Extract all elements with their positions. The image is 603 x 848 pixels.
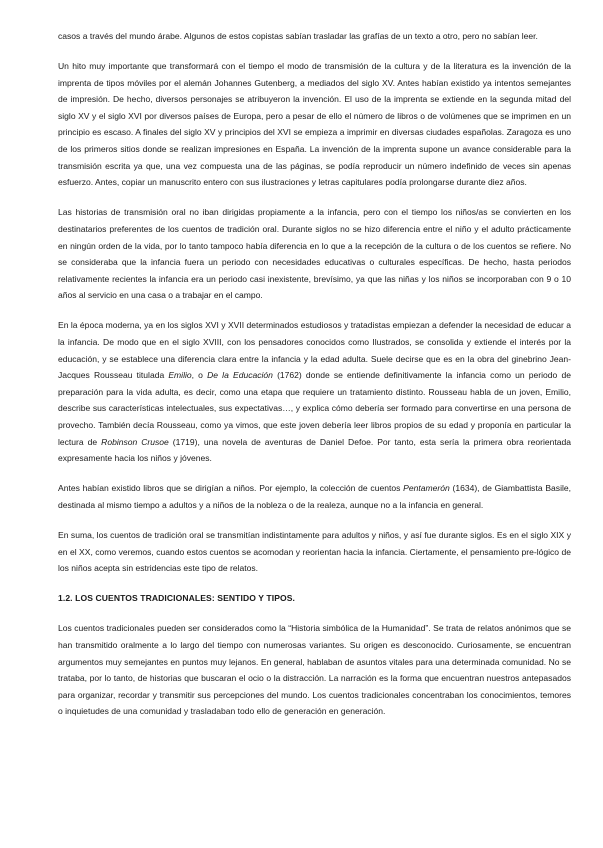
- italic-title: Robinson Crusoe: [101, 436, 169, 447]
- text-run: (1719), una novela de aventuras de Daniel Defoe. Por tanto, esta sería la primera obra reorientada expresamente hacia los niños y jóvenes.: [58, 436, 571, 464]
- body-text: [58, 28, 571, 577]
- italic-title: Emilio: [168, 370, 192, 381]
- paragraph: [58, 527, 571, 577]
- text-run: , o: [191, 370, 208, 381]
- italic-title: De la Educación: [207, 370, 273, 381]
- text-run: casos a través del mundo árabe. Algunos de estos copistas sabían trasladar las grafías de un texto a otro, pero no sabían leer.: [58, 31, 538, 41]
- paragraph: [58, 317, 571, 466]
- text-run: Las historias de transmisión oral no iban dirigidas propiamente a la infancia, pero con el tiempo los niños/as se convierten en los destinatarios preferentes de los cuentos de tradición oral. Durante siglos no se hizo diferencia entre el niño y el adulto prácticamente en ningún orden de la vida, por lo tanto tampoco había diferencia en lo que a la recepción de la cultura o de los cuentos se refiere. No se consideraba que la infancia fuera un periodo con necesidades educativas o culturales específicas. De hecho, hasta periodos relativamente recientes la infancia era un periodo casi inexistente, brevísimo, ya que las niñas y los niños se incorporaban con 9 o 10 años al servicio en una casa o a trabajar en el campo.: [58, 207, 571, 301]
- italic-title: Pentamerón: [403, 483, 450, 494]
- section-paragraph: Los cuentos tradicionales pueden ser considerados como la “Historia simbólica de la Humanidad”. Se trata de relatos anónimos que se han transmitido oralmente a lo largo del tiempo con numerosas variantes. Su origen es desconocido. Curiosamente, se encuentran argumentos muy semejantes en puntos muy lejanos. En general, hablaban de asuntos vitales para una determinada comunidad. No se trataba, por lo tanto, de historias que buscaran el ocio o la distracción. La narración es la forma que encuentran nuestros antepasados para organizar, recordar y transmitir sus percepciones del mundo. Los cuentos tradicionales concentraban los conocimientos, temores o inquietudes de una comunidad y trasladaban todo ello de generación en generación.: [58, 623, 571, 717]
- text-run: Un hito muy importante que transformará con el tiempo el modo de transmisión de la cultura y de la literatura es la invención de la imprenta de tipos móviles por el alemán Johannes Gutenberg, a mediados del siglo XV. Antes habían existido ya intentos semejantes de impresión. De hecho, diversos personajes se atribuyeron la invención. El uso de la imprenta se extiende en la segunda mitad del siglo XV y el siglo XVI por diversos países de Europa, pero a pesar de ello el número de libros o de volúmenes que se imprimen en un principio es escaso. A finales del siglo XV y principios del XVI se empieza a imprimir en diversas ciudades españolas. Zaragoza es uno de los primeros sitios donde se realizan impresiones en España. La invención de la imprenta supone un avance considerable para la transmisión escrita ya que, una vez compuesta una de las páginas, se podía reproducir un número indefinido de veces sin apenas esfuerzo. Antes, copiar un manuscrito entero con sus ilustraciones y letras capitulares podía prolongarse durante diez años.: [58, 61, 571, 188]
- text-run: (1634), de Giambattista Basile, destinada al mismo tiempo a adultos y a niños de la nobleza o de la realeza, aunque no a la infancia en general.: [58, 483, 571, 510]
- text-run: Antes habían existido libros que se dirigían a niños. Por ejemplo, la colección de cuentos: [58, 483, 404, 494]
- text-run: (1762) donde se entiende definitivamente la infancia como un periodo de preparación para la vida adulta, es decir, como una etapa que requiere un tratamiento distinto. Rousseau habla de un joven, Emilio, describe sus características intelectuales, sus expectativas…, y explica cómo debería ser formado para convertirse en una persona de provecho. También decía Rousseau, como ya vimos, que este joven debería leer libros propios de su edad y proponía en particular la lectura de: [58, 370, 571, 447]
- paragraph: [58, 58, 571, 191]
- paragraph: [58, 28, 571, 45]
- document-page: [58, 28, 571, 733]
- text-run: En suma, los cuentos de tradición oral se transmitían indistintamente para adultos y niños, y así fue durante siglos. Es en el siglo XIX y en el XX, como veremos, cuando estos cuentos se acomodan y reorientan hacia la infancia. Ciertamente, el pensamiento pre-lógico de los niños acepta sin estridencias este tipo de relatos.: [58, 529, 571, 574]
- section-heading: 1.2. LOS CUENTOS TRADICIONALES: SENTIDO Y TIPOS.: [58, 593, 296, 604]
- text-run: En la época moderna, ya en los siglos XVI y XVII determinados estudiosos y tratadistas empiezan a defender la necesidad de educar a la infancia. De modo que en el siglo XVIII, con los pensadores conocidos como Ilustrados, se consolida y extiende el interés por la educación, y se establece una diferencia clara entre la infancia y la edad adulta. Suele decirse que es en la obra del ginebrino Jean-Jacques Rousseau titulada: [58, 320, 571, 381]
- paragraph: [58, 480, 571, 513]
- paragraph: [58, 204, 571, 304]
